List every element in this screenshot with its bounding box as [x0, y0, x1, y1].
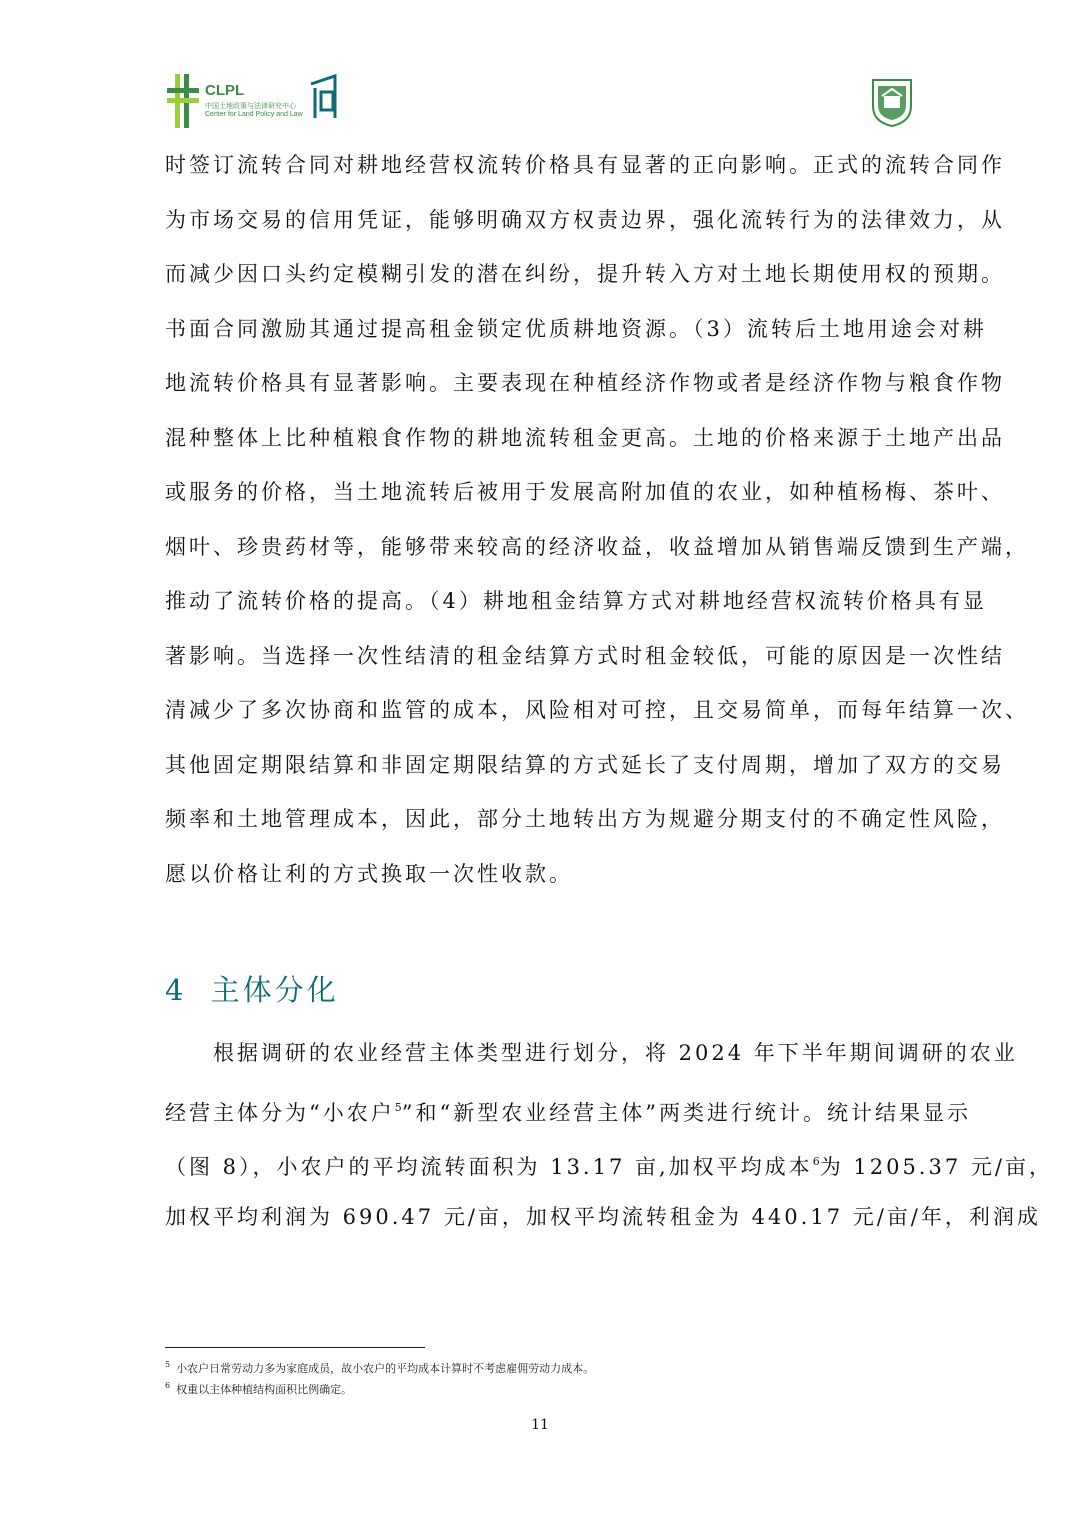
text-run: ”和“新型农业经营主体”两类进行统计。统计结果显示	[401, 1100, 971, 1125]
footnote-text: 权重以主体种植结构面积比例确定。	[176, 1383, 353, 1396]
section-title: 主体分化	[210, 973, 339, 1007]
footnote-divider	[165, 1347, 425, 1348]
university-seal-icon	[869, 76, 915, 128]
text-line: 时签订流转合同对耕地经营权流转价格具有显著的正向影响。正式的流转合同作	[165, 153, 1005, 177]
clpl-logo	[165, 70, 365, 130]
section-number: 4	[165, 973, 187, 1007]
clpl-emblem-icon	[165, 70, 365, 130]
text-run: 为 1205.37 元/亩，	[819, 1155, 1053, 1179]
text-line: 为市场交易的信用凭证，能够明确双方权责边界，强化流转行为的法律效力，从	[165, 207, 1005, 232]
footnote-text: 小农户日常劳动力多为家庭成员，故小农户的平均成本计算时不考虑雇佣劳动力成本。	[176, 1362, 595, 1375]
text-run: （图 8），小农户的平均流转面积为 13.17 亩,加权平均成本	[165, 1155, 813, 1179]
text-line: 书面合同激励其通过提高租金锁定优质耕地资源。（3）流转后土地用途会对耕	[165, 316, 987, 341]
footnotes	[165, 1356, 594, 1398]
footnote-number: 5	[165, 1360, 171, 1369]
logo-cn-name: 中国土地政策与法律研究中心	[205, 102, 296, 110]
footnote	[165, 1356, 594, 1377]
text-line: 混种整体上比种植粮食作物的耕地流转租金更高。土地的价格来源于土地产出品	[165, 425, 1005, 450]
section-paragraph	[165, 1026, 1053, 1244]
text-line: 根据调研的农业经营主体类型进行划分，将 2024 年下半年期间调研的农业	[165, 1041, 1018, 1065]
text-line: 其他固定期限结算和非固定期限结算的方式延长了支付周期，增加了双方的交易	[165, 752, 1005, 777]
text-line: 而减少因口头约定模糊引发的潜在纠纷，提升转入方对土地长期使用权的预期。	[165, 262, 1005, 286]
logo-en-name: Center for Land Policy and Law	[205, 111, 303, 118]
page-header	[165, 70, 915, 130]
footnote-ref[interactable]: 5	[394, 1100, 402, 1114]
text-line: 著影响。当选择一次性结清的租金结算方式时租金较低，可能的原因是一次性结	[165, 643, 1005, 668]
university-seal	[869, 76, 915, 128]
text-line	[165, 1135, 1053, 1190]
text-line: 频率和土地管理成本，因此，部分土地转出方为规避分期支付的不确定性风险，	[165, 807, 1005, 831]
section-heading	[165, 968, 339, 1009]
text-line: 或服务的价格，当土地流转后被用于发展高附加值的农业，如种植杨梅、茶叶、	[165, 480, 1005, 504]
text-line: 清减少了多次协商和监管的成本，风险相对可控，且交易简单，而每年结算一次、	[165, 698, 1029, 722]
text-line	[165, 1081, 971, 1136]
text-line: 愿以价格让利的方式换取一次性收款。	[165, 861, 573, 886]
footnote-ref[interactable]: 6	[812, 1155, 820, 1168]
text-line: 地流转价格具有显著影响。主要表现在种植经济作物或者是经济作物与粮食作物	[165, 371, 1005, 395]
footnote-number: 6	[165, 1381, 171, 1390]
page-number: 11	[531, 1417, 549, 1433]
text-line: 推动了流转价格的提高。（4）耕地租金结算方式对耕地经营权流转价格具有显	[165, 589, 987, 613]
text-line: 烟叶、珍贵药材等，能够带来较高的经济收益，收益增加从销售端反馈到生产端，	[165, 534, 1029, 559]
text-run: 经营主体分为“小农户	[165, 1100, 395, 1125]
text-line: 加权平均利润为 690.47 元/亩，加权平均流转租金为 440.17 元/亩/年，利润成	[165, 1204, 1041, 1229]
logo-abbr: CLPL	[205, 82, 245, 99]
footnote	[165, 1377, 594, 1398]
body-paragraph	[165, 138, 1029, 901]
